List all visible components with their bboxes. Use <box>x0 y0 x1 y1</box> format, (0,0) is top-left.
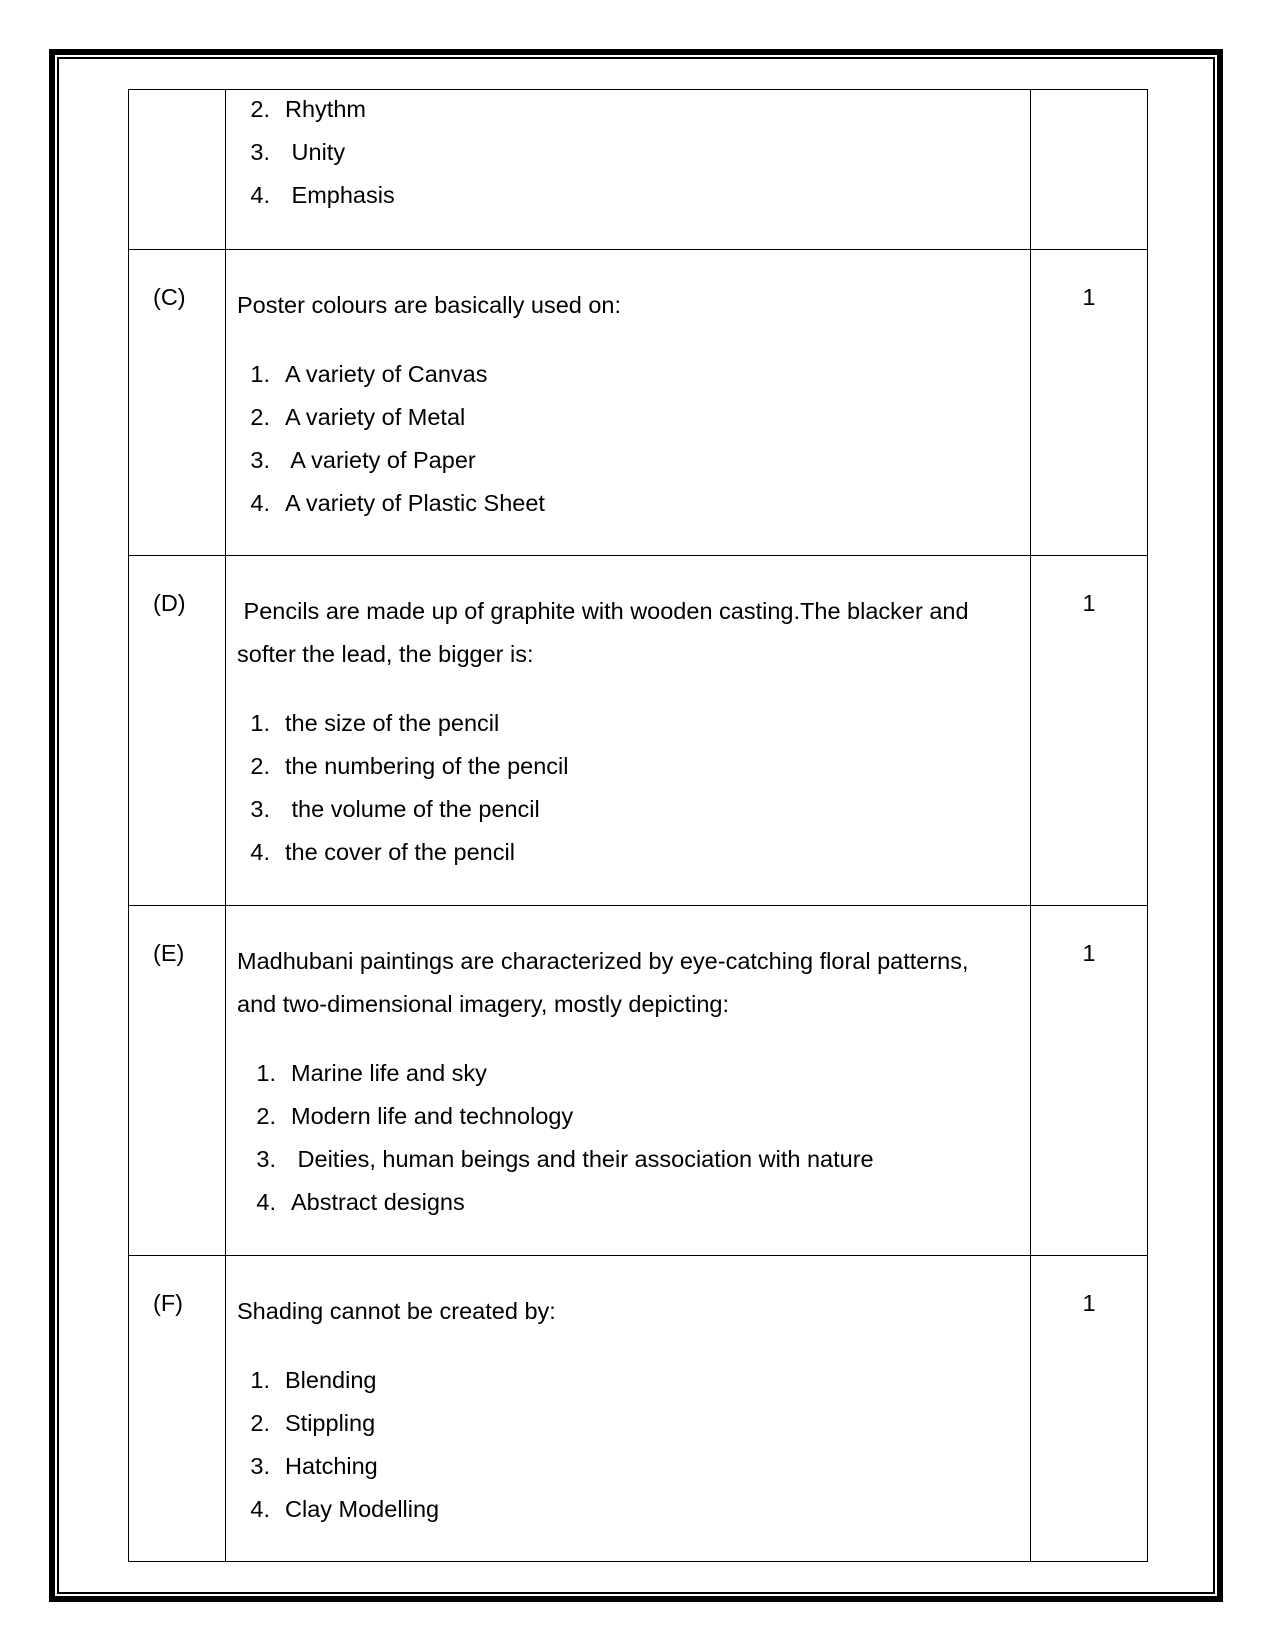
option-number: 3. <box>256 1146 276 1172</box>
option-item <box>226 1488 1030 1531</box>
option-item <box>232 1181 1030 1224</box>
option-number: 4. <box>256 1189 276 1215</box>
question-text: Shading cannot be created by: <box>237 1298 556 1324</box>
option-text: Modern life and technology <box>291 1103 574 1129</box>
question-body-cell <box>226 1256 1031 1562</box>
question-body-cell <box>226 250 1031 556</box>
option-text: Abstract designs <box>291 1189 465 1215</box>
option-number: 3. <box>250 796 270 822</box>
option-list <box>226 88 1030 217</box>
option-number: 3. <box>250 1453 270 1479</box>
option-item <box>232 1052 1030 1095</box>
option-number: 4. <box>250 490 270 516</box>
option-list <box>226 1359 1030 1531</box>
option-list <box>226 702 1030 874</box>
marks-value: 1 <box>1082 590 1096 616</box>
option-text: Deities, human beings and their association with nature <box>291 1146 874 1172</box>
option-item <box>226 1359 1030 1402</box>
question-label: (D) <box>153 590 186 616</box>
question-label: (E) <box>153 940 185 966</box>
question-table <box>128 89 1148 1562</box>
question-label-cell <box>129 556 226 906</box>
option-item <box>232 1095 1030 1138</box>
question-label-cell <box>129 250 226 556</box>
marks-cell <box>1031 556 1148 906</box>
option-text: Emphasis <box>285 182 395 208</box>
question-row-e <box>129 906 1148 1256</box>
option-text: Rhythm <box>285 96 366 122</box>
option-text: the size of the pencil <box>285 710 500 736</box>
question-row-d <box>129 556 1148 906</box>
option-number: 1. <box>250 361 270 387</box>
question-row-continued <box>129 90 1148 250</box>
option-number: 3. <box>250 447 270 473</box>
option-text: A variety of Paper <box>285 447 476 473</box>
option-item <box>226 131 1030 174</box>
option-number: 1. <box>250 1367 270 1393</box>
question-row-c <box>129 250 1148 556</box>
option-item <box>226 482 1030 525</box>
question-text: Poster colours are basically used on: <box>237 292 622 318</box>
option-item <box>226 745 1030 788</box>
option-number: 4. <box>250 1496 270 1522</box>
option-list <box>226 1052 1030 1224</box>
option-text: Unity <box>285 139 346 165</box>
option-item <box>226 1445 1030 1488</box>
option-number: 2. <box>256 1103 276 1129</box>
option-text: Blending <box>285 1367 377 1393</box>
option-number: 4. <box>250 839 270 865</box>
option-text: Hatching <box>285 1453 378 1479</box>
marks-cell <box>1031 906 1148 1256</box>
option-item <box>226 1402 1030 1445</box>
question-body-cell <box>226 906 1031 1256</box>
question-label-cell <box>129 1256 226 1562</box>
option-number: 2. <box>250 96 270 122</box>
option-item <box>226 831 1030 874</box>
option-item <box>226 702 1030 745</box>
option-item <box>226 88 1030 131</box>
option-item <box>226 396 1030 439</box>
option-number: 1. <box>256 1060 276 1086</box>
option-text: Stippling <box>285 1410 376 1436</box>
option-number: 3. <box>250 139 270 165</box>
option-text: A variety of Metal <box>285 404 466 430</box>
question-label-cell <box>129 90 226 250</box>
question-body-cell <box>226 90 1031 250</box>
question-body-cell <box>226 556 1031 906</box>
option-text: the numbering of the pencil <box>285 753 569 779</box>
option-list <box>226 353 1030 525</box>
marks-value: 1 <box>1082 1290 1096 1316</box>
option-text: A variety of Canvas <box>285 361 488 387</box>
option-text: Clay Modelling <box>285 1496 440 1522</box>
question-text: Pencils are made up of graphite with wooden casting.The blacker and softer the lead, the bigger is: <box>237 598 976 667</box>
option-number: 1. <box>250 710 270 736</box>
question-row-f <box>129 1256 1148 1562</box>
marks-cell <box>1031 1256 1148 1562</box>
question-label: (C) <box>153 284 186 310</box>
option-text: the cover of the pencil <box>285 839 515 865</box>
option-item <box>226 439 1030 482</box>
option-item <box>226 788 1030 831</box>
option-text: A variety of Plastic Sheet <box>285 490 545 516</box>
option-number: 2. <box>250 404 270 430</box>
option-text: the volume of the pencil <box>285 796 540 822</box>
question-label: (F) <box>153 1290 184 1316</box>
marks-value: 1 <box>1082 940 1096 966</box>
question-label-cell <box>129 906 226 1256</box>
option-text: Marine life and sky <box>291 1060 487 1086</box>
option-number: 2. <box>250 753 270 779</box>
marks-value: 1 <box>1082 284 1096 310</box>
option-item <box>232 1138 1030 1181</box>
marks-cell <box>1031 90 1148 250</box>
question-text: Madhubani paintings are characterized by eye-catching floral patterns, and two-dimensional imagery, mostly depicting: <box>237 948 969 1017</box>
option-item <box>226 174 1030 217</box>
option-number: 2. <box>250 1410 270 1436</box>
marks-cell <box>1031 250 1148 556</box>
option-number: 4. <box>250 182 270 208</box>
option-item <box>226 353 1030 396</box>
